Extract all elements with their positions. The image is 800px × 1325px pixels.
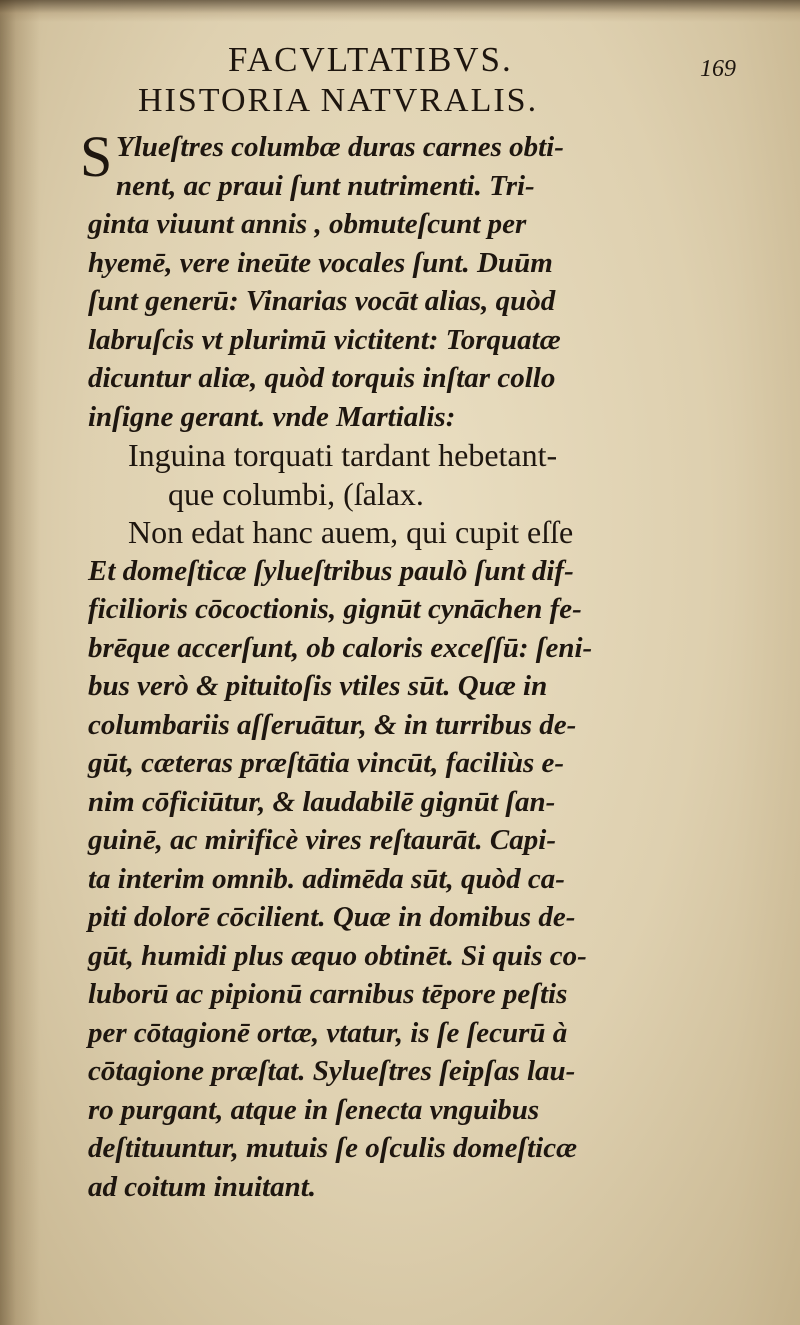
gutter-shadow [0,0,40,1325]
text-line: labruſcis vt plurimū victitent: Torquatæ [88,323,561,356]
text-line: Ylueſtres columbæ duras carnes obti- [116,131,564,163]
text-line: bus verò & pituitoſis vtiles sūt. Quæ in [88,670,548,702]
text-line: per cōtagionē ortæ, vtatur, is ſe ſecurū à [88,1016,568,1049]
text-line: brēque accerſunt, ob caloris exceſſū: ſeni- [88,631,593,664]
text-line: Inguina torquati tardant hebetant- [128,437,558,473]
text-line: columbariis aſſeruātur, & in turribus de- [88,708,577,741]
text-line: Et domeſticæ ſylueſtribus paulò ſunt dif- [88,554,574,587]
text-line: ad coitum inuitant. [88,1170,317,1203]
text-line: gūt, cæteras præſtātia vincūt, faciliùs e- [88,747,565,779]
text-line: ta interim omnib. adimēda sūt, quòd ca- [88,862,565,895]
text-line: ſunt generū: Vinarias vocāt alias, quòd [88,285,556,317]
text-line: nim cōficiūtur, & laudabilē gignūt ſan- [88,785,556,818]
text-line: que columbi, (ſalax. [168,475,424,512]
text-line: ro purgant, atque in ſenecta vnguibus [88,1093,540,1126]
text-line: ficilioris cōcoctionis, gignūt cynāchen fe- [88,593,582,625]
text-line: inſigne gerant. vnde Martialis: [88,400,456,433]
text-line: cōtagione præſtat. Sylueſtres ſeipſas lau- [88,1055,576,1087]
text-line: deſtituuntur, mutuis ſe oſculis domeſticæ [88,1132,578,1164]
page-number: 169 [700,56,736,82]
drop-capital: S [80,124,113,189]
text-line: luborū ac pipionū carnibus tēpore peſtis [88,978,568,1010]
page-top-edge [0,0,800,22]
body-text [88,128,728,1206]
text-line: Non edat hanc auem, qui cupit eſſe [128,514,574,550]
text-line: piti dolorē cōcilient. Quæ in domibus de- [88,901,576,933]
text-line: dicuntur aliæ, quòd torquis inſtar collo [88,362,556,394]
text-line: guinē, ac mirificè vires reſtaurāt. Capi- [88,824,556,856]
running-head: FACVLTATIBVS. [228,40,513,79]
text-line: nent, ac praui ſunt nutrimenti. Tri- [116,169,535,202]
section-heading: HISTORIA NATVRALIS. [138,82,539,119]
text-line: ginta viuunt annis , obmuteſcunt per [88,208,527,240]
text-line: hyemē, vere ineūte vocales ſunt. Duūm [88,246,553,279]
text-line: gūt, humidi plus æquo obtinēt. Si quis co- [88,939,587,972]
